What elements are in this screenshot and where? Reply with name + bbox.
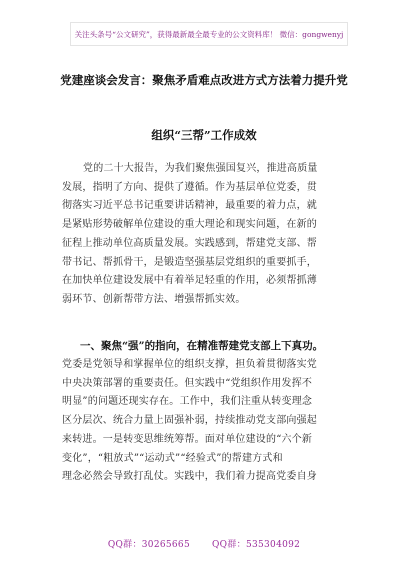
footer: [0, 537, 408, 550]
paragraph-line: 明显”的问题还现实存在。工作中，我们注重从转变理念: [62, 396, 313, 408]
section-heading-1: 一、聚焦“强”的指向，在精准帮建党支部上下真功。: [80, 340, 324, 352]
header-banner-text: 关注头条号“公文研究”，获得最新最全最专业的公文资料库！ 微信：gongwenyj: [74, 29, 344, 39]
paragraph-line: 是紧贴形势破解单位建设的重大理论和现实问题，在新的: [62, 219, 317, 231]
paragraph-line: 在加快单位建设发展中有着举足轻重的作用，必须帮抓薄: [62, 275, 317, 287]
paragraph-line: 征程上推动单位高质量发展。实践感到，帮建党支部、帮: [62, 237, 317, 249]
paragraph-line: 发展，指明了方向、提供了遵循。作为基层单位党委，贯: [62, 181, 317, 193]
footer-qq-group-2: QQ群：535304092: [211, 540, 301, 550]
paragraph-line: 理念必然会导致打乱仗。实践中，我们着力提高党委自身: [62, 471, 317, 483]
paragraph-line: 党委是党领导和掌握单位的组织支撑，担负着贯彻落实党: [62, 359, 317, 370]
paragraph-line: 弱环节、创新帮带方法、增强帮抓实效。: [62, 293, 246, 305]
footer-qq-group-1: QQ群：30265665: [107, 540, 190, 550]
paragraph-line: 变化”，“粗放式”“运动式”“经验式”的帮建方式和: [62, 452, 283, 464]
paragraph-line: 区分层次、统合力量上固强补弱，持续推动党支部向强起: [62, 415, 317, 427]
header-banner: [70, 22, 348, 46]
paragraph-2: [62, 356, 352, 487]
document-title-line-1: 党建座谈会发言：聚焦矛盾难点改进方式方法着力提升党: [60, 73, 348, 87]
document-title-line-2: 组织“三帮”工作成效: [151, 128, 257, 142]
paragraph-line: 带书记、帮抓骨干，是锻造坚强基层党组织的重要抓手，: [62, 256, 317, 268]
paragraph-line: 彻落实习近平总书记重要讲话精神，最重要的着力点，就: [62, 200, 317, 212]
paragraph-line: 来转进。一是转变思维统筹帮。面对单位建设的“六个新: [62, 433, 313, 445]
paragraph-line: 中央决策部署的重要责任。但实践中“党组织作用发挥不: [62, 377, 313, 389]
paragraph-1: [62, 160, 352, 310]
paragraph-line: 党的二十大报告，为我们聚焦强国复兴，推进高质量: [83, 163, 318, 174]
